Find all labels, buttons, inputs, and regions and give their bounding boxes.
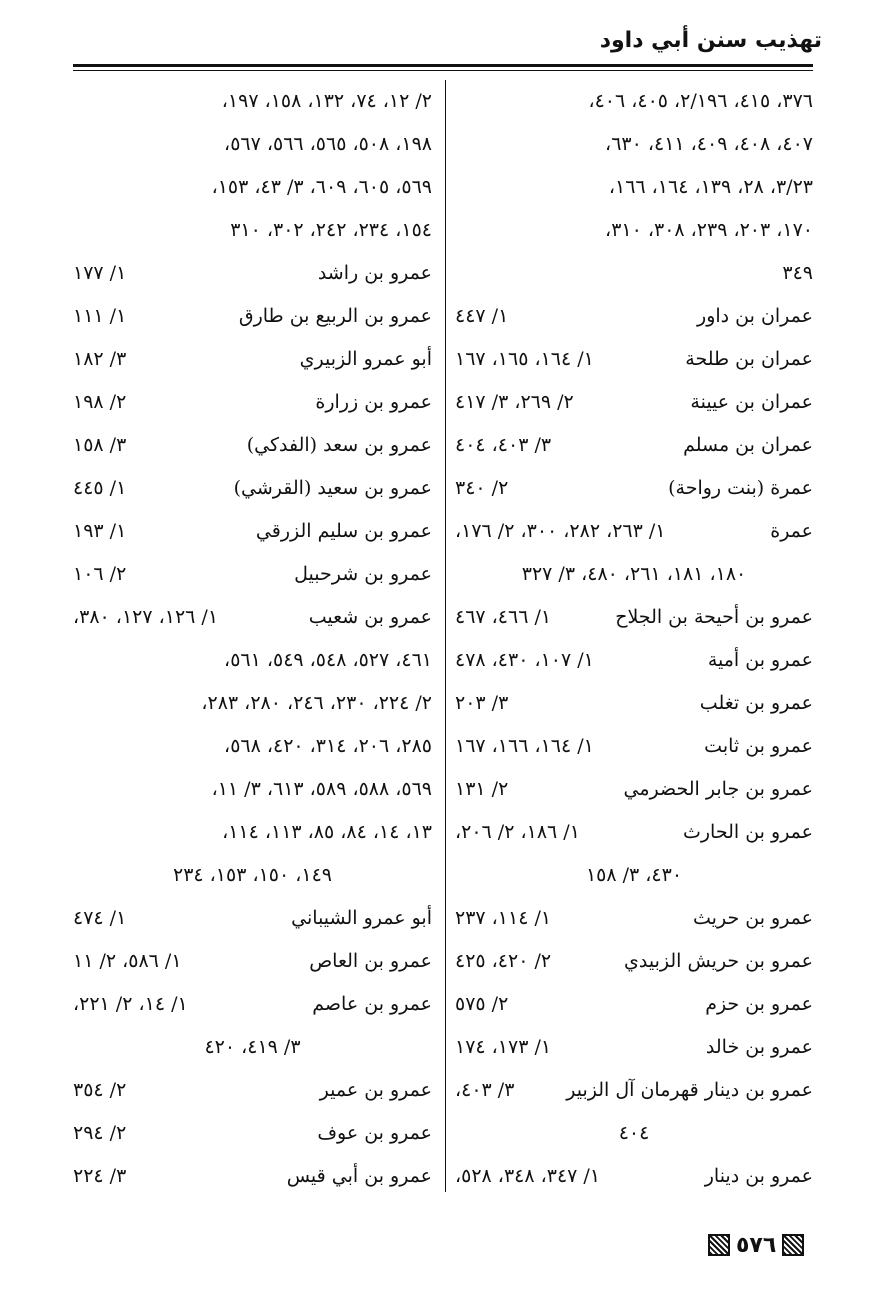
page-footer [708,1230,816,1260]
entry-pages: ٣/ ٤٠٣، ٤٠٤ [455,434,552,456]
entry-pages: ١٣، ١٤، ٨٤، ٨٥، ١١٣، ١١٤، [222,821,432,843]
entry-pages: ٢/ ٥٧٥ [455,993,509,1015]
entry-pages: ٥٦٩، ٦٠٥، ٦٠٩، ٣/ ٤٣، ١٥٣، [211,176,432,198]
index-entry [455,682,813,725]
index-entry [73,80,432,123]
entry-pages: ٢/ ٢٢٤، ٢٣٠، ٢٤٦، ٢٨٠، ٢٨٣، [201,692,432,714]
entry-pages: ١٨٠، ١٨١، ٢٦١، ٤٨٠، ٣/ ٣٢٧ [521,563,747,585]
index-entry [73,295,432,338]
entry-name: عمرو بن جابر الحضرمي [623,778,813,800]
entry-name: عمرة (بنت رواحة) [668,477,813,499]
book-title: تهذيب سنن أبي داود [599,28,822,53]
entry-pages: ٤٣٠، ٣/ ١٥٨ [585,864,683,886]
entry-pages: ١/ ١٤، ٢/ ٢٢١، [73,993,188,1015]
header-rule-thick [73,64,813,67]
entry-pages: ١/ ١٦٤، ١٦٦، ١٦٧ [455,735,594,757]
entry-pages: ١/ ١٨٦، ٢/ ٢٠٦، [455,821,580,843]
entry-pages: ١٩٨، ٥٠٨، ٥٦٥، ٥٦٦، ٥٦٧، [224,133,432,155]
entry-name: عمرو بن أمية [707,649,813,671]
entry-name: أبو عمرو الزبيري [299,348,432,370]
index-entry [73,510,432,553]
index-entry [73,768,432,811]
entry-name: عمرو بن عاصم [312,993,432,1015]
entry-pages: ٤٦١، ٥٢٧، ٥٤٨، ٥٤٩، ٥٦١، [224,649,432,671]
index-entry [455,1026,813,1069]
index-entry [73,854,432,897]
index-entry [455,1112,813,1155]
entry-pages: ٢/ ٣٤٠ [455,477,509,499]
index-entry [73,639,432,682]
entry-pages: ١/ ٥٨٦، ٢/ ١١ [73,950,182,972]
index-entry [73,940,432,983]
entry-pages: ١/ ٤٤٥ [73,477,127,499]
header-rule-thin [73,70,813,71]
index-entry [73,1155,432,1198]
index-entry [73,1026,432,1069]
index-entry [73,725,432,768]
index-entry [73,596,432,639]
entry-pages: ٢/ ٢٦٩، ٣/ ٤١٧ [455,391,574,413]
entry-pages: ١/ ١٦٤، ١٦٥، ١٦٧ [455,348,594,370]
index-entry [73,209,432,252]
index-entry [455,166,813,209]
index-entry [455,209,813,252]
entry-name: عمرو بن تغلب [699,692,813,714]
index-entry [73,467,432,510]
entry-pages: ١/ ١٧٧ [73,262,127,284]
entry-pages: ٣/ ٤٠٣، [455,1079,515,1101]
entry-pages: ١/ ١٠٧، ٤٣٠، ٤٧٨ [455,649,594,671]
entry-name: عمرو بن عمير [319,1079,432,1101]
column-divider [445,80,446,1192]
entry-pages: ٤٠٤ [618,1122,650,1144]
entry-pages: ١/ ١٩٣ [73,520,127,542]
entry-name: عمرو بن سليم الزرقي [255,520,432,542]
index-entry [455,854,813,897]
entry-name: عمرة [770,520,813,542]
entry-pages: ١/ ٣٤٧، ٣٤٨، ٥٢٨، [455,1165,601,1187]
index-entry [455,768,813,811]
entry-name: عمرو بن حزم [705,993,813,1015]
index-entry [73,166,432,209]
entry-name: عمرو بن خالد [705,1036,813,1058]
entry-pages: ١/ ١٧٣، ١٧٤ [455,1036,552,1058]
index-entry [73,123,432,166]
entry-name: عمرو بن الربيع بن طارق [238,305,432,327]
entry-name: عمرو بن عوف [317,1122,432,1144]
entry-pages: ١/ ٤٧٤ [73,907,127,929]
index-entry [455,338,813,381]
entry-pages: ٣٤٩ [782,262,813,284]
right-index-column [455,80,813,1187]
index-entry [455,596,813,639]
entry-pages: ٢/ ٣٥٤ [73,1079,127,1101]
ornament-left-icon [708,1234,730,1256]
entry-pages: ١/ ١٢٦، ١٢٧، ٣٨٠، [73,606,219,628]
entry-pages: ٣/ ١٨٢ [73,348,127,370]
index-entry [455,123,813,166]
index-entry [455,381,813,424]
entry-name: عمرو بن العاص [309,950,432,972]
entry-name: أبو عمرو الشيباني [291,907,432,929]
entry-name: عمران بن عيينة [690,391,813,413]
entry-pages: ١٥٤، ٢٣٤، ٢٤٢، ٣٠٢، ٣١٠ [230,219,432,241]
entry-name: عمرو بن شعيب [308,606,432,628]
entry-pages: ٣/ ٢٠٣ [455,692,509,714]
index-entry [73,424,432,467]
index-entry [455,295,813,338]
index-entry [73,1112,432,1155]
entry-pages: ١/ ٤٤٧ [455,305,509,327]
entry-name: عمرو بن دينار قهرمان آل الزبير [566,1079,813,1101]
entry-pages: ٤٠٧، ٤٠٨، ٤٠٩، ٤١١، ٦٣٠، [605,133,813,155]
entry-pages: ٢/ ١٣١ [455,778,509,800]
entry-pages: ٢٨٥، ٢٠٦، ٣١٤، ٤٢٠، ٥٦٨، [224,735,432,757]
index-entry [455,424,813,467]
index-entry [455,983,813,1026]
entry-name: عمران بن طلحة [685,348,813,370]
left-index-column [73,80,432,1187]
index-entry [73,983,432,1026]
index-entry [73,381,432,424]
index-entry [455,725,813,768]
entry-name: عمرو بن حريش الزبيدي [623,950,813,972]
index-entry [455,252,813,295]
index-entry [73,682,432,725]
entry-pages: ٢/ ١٩٨ [73,391,127,413]
ornament-right-icon [782,1234,804,1256]
entry-name: عمرو بن زرارة [315,391,432,413]
entry-pages: ٢/ ٢٩٤ [73,1122,127,1144]
entry-pages: ١٧٠، ٢٠٣، ٢٣٩، ٣٠٨، ٣١٠، [605,219,813,241]
index-entry [73,897,432,940]
entry-name: عمران بن مسلم [683,434,813,456]
entry-name: عمرو بن سعيد (القرشي) [233,477,432,499]
index-entry [73,553,432,596]
index-entry [455,1069,813,1112]
entry-pages: ١٤٩، ١٥٠، ١٥٣، ٢٣٤ [173,864,333,886]
entry-pages: ١/ ١١٤، ٢٣٧ [455,907,552,929]
entry-name: عمرو بن شرحبيل [294,563,432,585]
entry-pages: ٥٦٩، ٥٨٨، ٥٨٩، ٦١٣، ٣/ ١١، [211,778,432,800]
page-number: ٥٧٦ [736,1232,777,1258]
index-entry [73,811,432,854]
entry-name: عمران بن داور [697,305,813,327]
entry-pages: ٣/ ١٥٨ [73,434,127,456]
entry-name: عمرو بن راشد [317,262,432,284]
index-entry [455,80,813,123]
entry-name: عمرو بن أبي قيس [286,1165,432,1187]
entry-name: عمرو بن حريث [693,907,813,929]
index-entry [455,510,813,553]
index-entry [73,1069,432,1112]
entry-name: عمرو بن ثابت [704,735,813,757]
index-entry [455,639,813,682]
entry-pages: ٣٧٦، ٤١٥، ٢/١٩٦، ٤٠٥، ٤٠٦، [588,90,813,112]
index-entry [455,1155,813,1198]
index-entry [455,467,813,510]
entry-name: عمرو بن سعد (الفدكي) [246,434,432,456]
entry-pages: ٢/ ١٠٦ [73,563,127,585]
entry-pages: ١/ ٢٦٣، ٢٨٢، ٣٠٠، ٢/ ١٧٦، [455,520,666,542]
entry-pages: ٣/٢٣، ٢٨، ١٣٩، ١٦٤، ١٦٦، [608,176,813,198]
entry-pages: ١/ ٤٦٦، ٤٦٧ [455,606,552,628]
entry-name: عمرو بن أحيحة بن الجلاح [615,606,813,628]
index-entry [455,897,813,940]
entry-pages: ٣/ ٢٢٤ [73,1165,127,1187]
index-entry [455,553,813,596]
index-entry [73,338,432,381]
index-entry [73,252,432,295]
entry-pages: ٢/ ٤٢٠، ٤٢٥ [455,950,552,972]
entry-pages: ١/ ١١١ [73,305,127,327]
entry-name: عمرو بن دينار [704,1165,813,1187]
index-entry [455,940,813,983]
entry-pages: ٣/ ٤١٩، ٤٢٠ [204,1036,301,1058]
index-entry [455,811,813,854]
entry-name: عمرو بن الحارث [683,821,813,843]
entry-pages: ٢/ ١٢، ٧٤، ١٣٢، ١٥٨، ١٩٧، [221,90,432,112]
